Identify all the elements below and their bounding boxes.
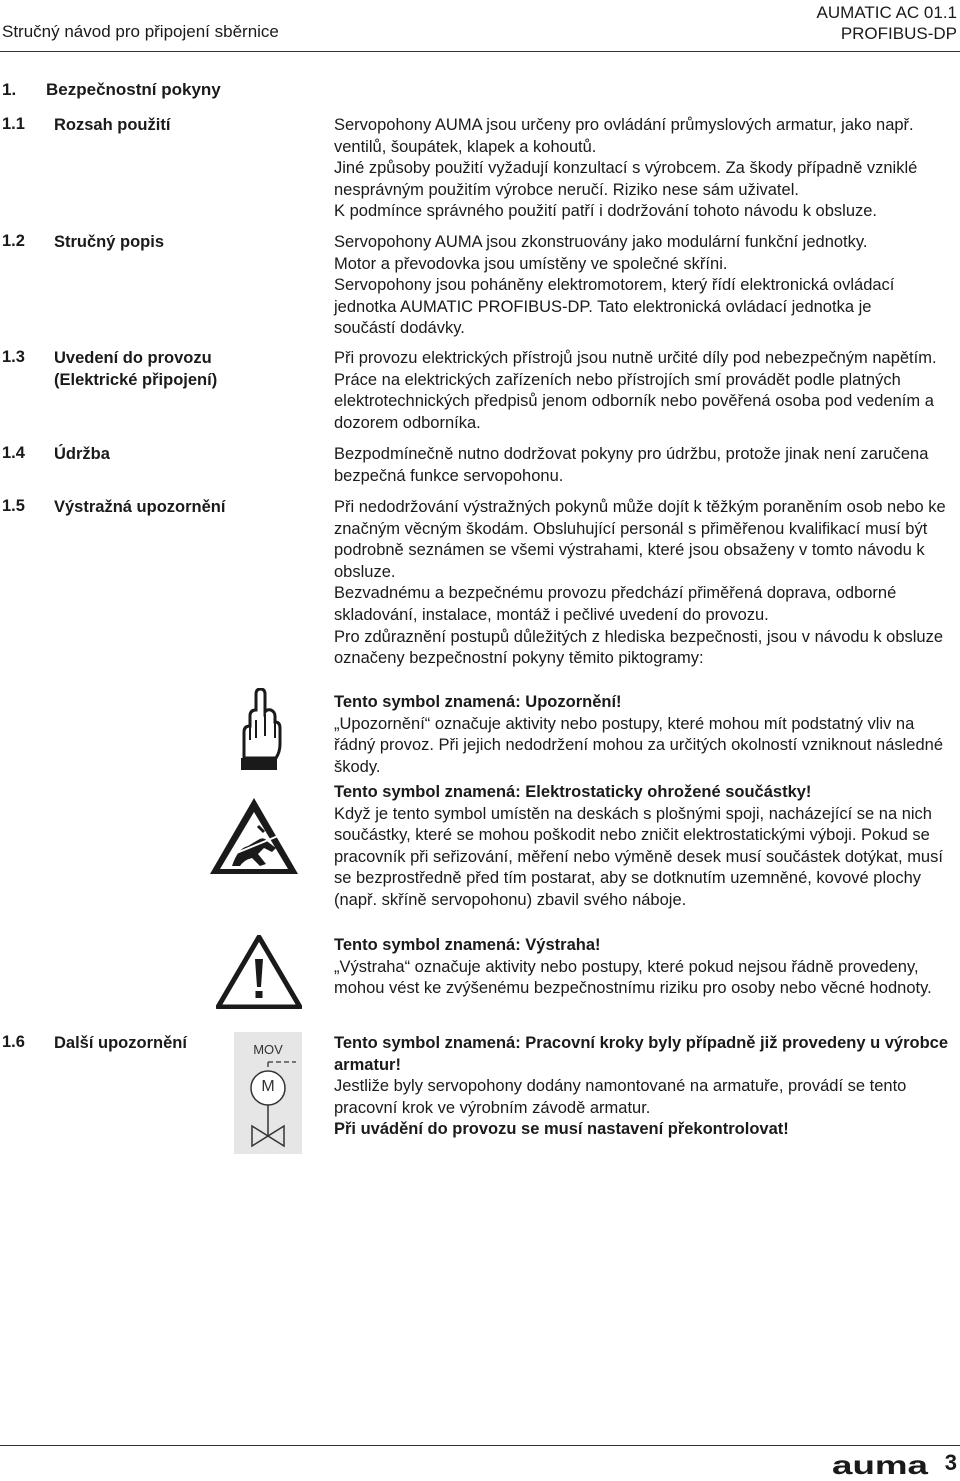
item-title: Další upozornění	[54, 1034, 187, 1052]
item-title: Údržba	[54, 445, 110, 463]
hand-caution-icon	[236, 688, 284, 772]
paragraph: Jiné způsoby použití vyžadují konzultací s výrobcem. Za škody případně vzniklé nesprávným použitím výrobce neručí. Riziko nese sám uživatel.	[334, 159, 918, 199]
product-name	[817, 2, 957, 44]
paragraph: Při nedodržování výstražných pokynů může dojít k těžkým poraněním osob nebo ke značným věcným škodám. Obsluhující personál s přiměřenou kvalifikací musí být podrobně seznámen se všemi výstrahami, které jsou obsaženy v tomto návodu k obsluze.	[334, 498, 946, 581]
item-title	[54, 348, 324, 391]
mov-label: MOV	[253, 1042, 283, 1057]
paragraph: Motor a převodovka jsou umístěny ve společné skříni.	[334, 254, 728, 273]
symbol-text: „Výstraha“ označuje aktivity nebo postupy, které pokud nejsou řádně provedeny, mohou vést ke zvýšenému bezpečnostnímu riziku pro osoby nebo věcné hodnoty.	[334, 957, 932, 998]
logo-text: auma	[832, 1456, 929, 1476]
item-body	[334, 232, 958, 340]
paragraph: Pro zdůraznění postupů důležitých z hlediska bezpečnosti, jsou v návodu k obsluze označeny bezpečnostní pokyny těmito piktogramy:	[334, 627, 944, 668]
item-title-line: Uvedení do provozu	[54, 349, 212, 367]
item-body	[334, 348, 958, 434]
item-number: 1.3	[2, 348, 25, 366]
item-title-line: (Elektrické připojení)	[54, 370, 218, 389]
mov-valve-icon	[234, 1032, 302, 1154]
paragraph: Při provozu elektrických přístrojů jsou nutně určité díly pod nebezpečným napětím. Práce na elektrických zařízeních nebo přístrojích smí provádět podle platných elektrotechnických předpisů jenom odborník nebo pověřená osoba pod vedením a dozorem odborníka.	[334, 349, 937, 432]
item-number: 1.6	[2, 1033, 25, 1051]
paragraph: Bezpodmínečně nutno dodržovat pokyny pro údržbu, protože jinak není zaručena bezpečná funkce servopohonu.	[334, 445, 929, 485]
paragraph: Servopohony AUMA jsou zkonstruovány jako modulární funkční jednotky.	[334, 233, 868, 251]
symbol-heading: Tento symbol znamená: Výstraha!	[334, 936, 601, 954]
symbol-caution	[334, 692, 958, 778]
symbol-text: Když je tento symbol umístěn na deskách s plošnými spoji, nacházející se na nich součástky, které se mohou poškodit nebo zničit elektrostatickými výboji. Pokud se pracovník při seřizování, měření nebo výměně desek musí součástek dotýkat, musí se bezprostředně před tím postarat, aby se dotknutím uzemněné, kovové plochy (např. skříně servopohonu) zbavil svého náboje.	[334, 804, 943, 909]
esd-warning-icon	[208, 796, 300, 876]
item-title: Stručný popis	[54, 233, 165, 251]
symbol-warning	[334, 935, 958, 1000]
page-number: 3	[944, 1450, 957, 1475]
item-body	[334, 115, 958, 223]
symbol-heading: Tento symbol znamená: Upozornění!	[334, 693, 622, 711]
item-body	[334, 497, 958, 670]
auma-logo	[832, 1456, 930, 1481]
paragraph: Servopohony jsou poháněny elektromotorem, který řídí elektronická ovládací jednotka AUMATIC PROFIBUS-DP. Tato elektronická ovládací jednotka je součástí dodávky.	[334, 276, 895, 338]
item-number: 1.4	[2, 444, 25, 462]
item-number: 1.2	[2, 232, 25, 250]
document-title: Stručný návod pro připojení sběrnice	[2, 22, 279, 41]
symbol-esd	[334, 782, 958, 912]
footer-divider	[0, 1445, 960, 1446]
warning-triangle-icon	[216, 935, 302, 1009]
symbol-text: „Upozornění“ označuje aktivity nebo postupy, které mohou mít podstatný vliv na řádný provoz. Při jejich nedodržení mohou za určitých okolností vzniknout následné škody.	[334, 714, 944, 776]
item-title: Výstražná upozornění	[54, 498, 226, 516]
item-number: 1.5	[2, 497, 25, 515]
product-line-1: AUMATIC AC 01.1	[816, 3, 957, 22]
item-body	[334, 444, 958, 487]
header-divider	[0, 51, 960, 52]
paragraph-bold: Při uvádění do provozu se musí nastavení překontrolovat!	[334, 1120, 789, 1139]
paragraph: Bezvadnému a bezpečnému provozu předchází přiměřená doprava, odborné skladování, instalace, montáž i pečlivé uvedení do provozu.	[334, 584, 897, 624]
product-line-2: PROFIBUS-DP	[840, 24, 957, 43]
symbol-heading: Tento symbol znamená: Elektrostaticky ohrožené součástky!	[334, 783, 812, 801]
motor-label: M	[261, 1078, 275, 1095]
item-number: 1.1	[2, 115, 25, 133]
section-heading	[2, 80, 221, 100]
paragraph: Jestliže byly servopohony dodány namontované na armatuře, provádí se tento pracovní krok ve výrobním závodě armatur.	[334, 1077, 907, 1117]
section-number: 1.	[2, 80, 17, 99]
paragraph: K podmínce správného použití patří i dodržování tohoto návodu k obsluze.	[334, 202, 878, 221]
symbol-heading: Tento symbol znamená: Pracovní kroky byly případně již provedeny u výrobce armatur!	[334, 1034, 949, 1074]
item-title: Rozsah použití	[54, 116, 171, 134]
paragraph: Servopohony AUMA jsou určeny pro ovládání průmyslových armatur, jako např. ventilů, šoupátek, klapek a kohoutů.	[334, 116, 914, 156]
auma-logo-mark	[832, 1456, 930, 1476]
item-body	[334, 1033, 958, 1141]
section-title: Bezpečnostní pokyny	[46, 80, 221, 99]
